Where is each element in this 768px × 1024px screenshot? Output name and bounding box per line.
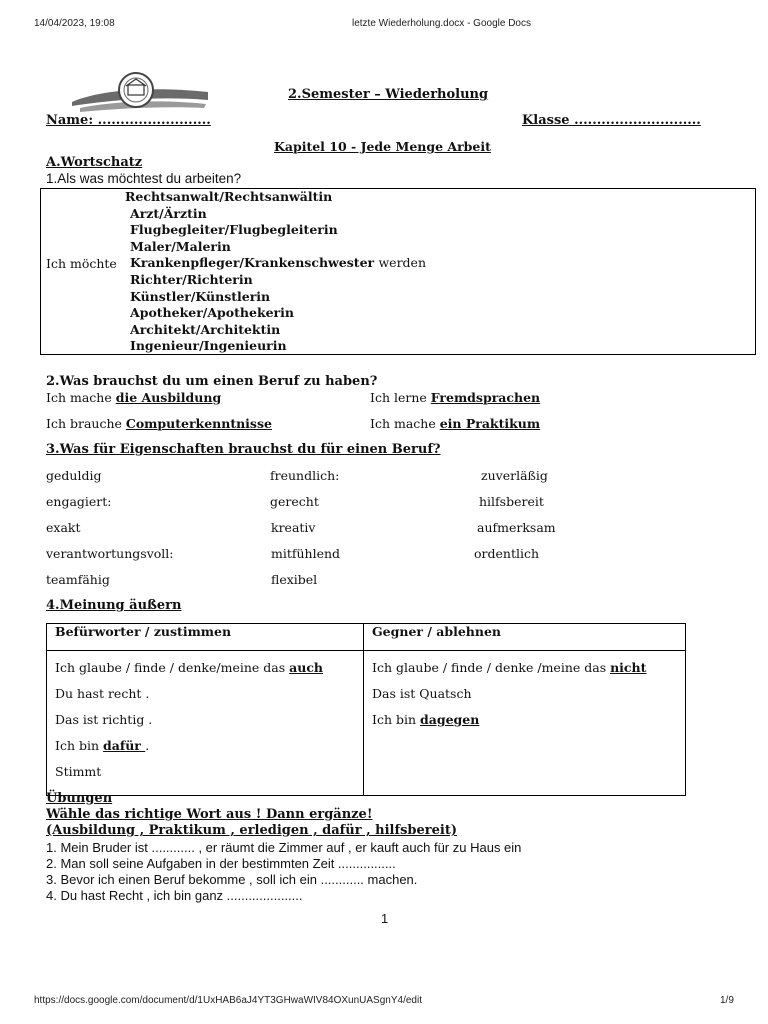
- opinion-phrase: Stimmt: [55, 764, 102, 779]
- exercise-item: 2. Man soll seine Aufgaben in der bestimmten Zeit ................: [46, 856, 396, 871]
- phrase-text: Ich bin: [55, 738, 103, 753]
- q2-value: Computerkenntnisse: [125, 416, 272, 431]
- trait: engagiert:: [46, 494, 112, 509]
- q2-prefix: Ich mache: [46, 390, 116, 405]
- trait: aufmerksam: [477, 520, 556, 535]
- opinion-phrase: [55, 733, 355, 759]
- trait: ordentlich: [474, 546, 540, 561]
- opinion-phrase: Du hast recht .: [55, 686, 150, 701]
- question-1: 1.Als was möchtest du arbeiten?: [46, 171, 242, 186]
- q2-prefix: Ich mache: [370, 416, 440, 431]
- trait: teamfähig: [46, 572, 110, 587]
- q2-value: die Ausbildung: [115, 390, 222, 405]
- job-item: Maler/Malerin: [130, 238, 231, 254]
- opinion-phrase: [372, 655, 677, 681]
- job-item: Arzt/Ärztin: [130, 205, 207, 221]
- semester-title: 2.Semester – Wiederholung: [288, 87, 489, 102]
- q2-value: Fremdsprachen: [430, 390, 541, 405]
- exercise-item: 4. Du hast Recht , ich bin ganz .....................: [46, 888, 303, 903]
- job-item: [130, 255, 426, 272]
- phrase-text: Ich glaube / finde / denke/meine das: [55, 660, 290, 675]
- trait: exakt: [46, 520, 81, 535]
- opinion-head-right: Gegner / ablehnen: [364, 624, 686, 651]
- word-bank: (Ausbildung , Praktikum , erledigen , dafür , hilfsbereit): [46, 823, 457, 838]
- print-document-title: letzte Wiederholung.docx - Google Docs: [352, 18, 531, 29]
- print-datetime: 14/04/2023, 19:08: [34, 18, 115, 29]
- job-item: Architekt/Architektin: [130, 321, 281, 337]
- school-logo: [70, 70, 210, 114]
- phrase-emph: nicht: [610, 660, 647, 675]
- trait: verantwortungsvoll:: [46, 546, 174, 561]
- opinion-left-cell: [47, 651, 364, 796]
- phrase-emph: dagegen: [420, 712, 480, 727]
- opinion-phrase: Das ist richtig .: [55, 712, 153, 727]
- q2-computerkenntnisse: [46, 416, 272, 431]
- opinion-right-cell: [364, 651, 686, 796]
- trait: gerecht: [270, 494, 319, 509]
- phrase-tail: .: [145, 738, 150, 753]
- job-item: Rechtsanwalt/Rechtsanwältin: [125, 189, 333, 204]
- opinion-phrase: [372, 707, 677, 733]
- job-item: Richter/Richterin: [130, 271, 253, 287]
- print-page-count: 1/9: [720, 995, 734, 1006]
- question-3: 3.Was für Eigenschaften brauchst du für einen Beruf?: [46, 442, 441, 457]
- trait: hilfsbereit: [479, 494, 544, 509]
- opinion-table: [46, 623, 686, 796]
- job-item: Ingenieur/Ingenieurin: [130, 338, 287, 354]
- name-field-label: Name: .........................: [46, 113, 211, 128]
- q2-ausbildung: [46, 390, 221, 405]
- page-number: 1: [381, 911, 389, 926]
- job-item-text: Krankenpfleger/Krankenschwester: [130, 255, 375, 271]
- trait: kreativ: [271, 520, 316, 535]
- exercise-item: 1. Mein Bruder ist ............ , er räumt die Zimmer auf , er kauft auch für zu Haus ein: [46, 840, 522, 855]
- print-url: https://docs.google.com/document/d/1UxHAB6aJ4YT3GHwaWIV84OXunUASgnY4/edit: [34, 995, 422, 1006]
- job-item: Apotheker/Apothekerin: [130, 305, 294, 321]
- ich-moechte-text: Ich möchte: [46, 256, 117, 271]
- question-2: 2.Was brauchst du um einen Beruf zu haben?: [46, 374, 378, 389]
- phrase-emph: dafür: [103, 738, 146, 753]
- q2-prefix: Ich brauche: [46, 416, 126, 431]
- q2-prefix: Ich lerne: [370, 390, 431, 405]
- section-wortschatz-heading: A.Wortschatz: [46, 155, 143, 170]
- job-item: Flugbegleiter/Flugbegleiterin: [130, 222, 338, 238]
- trait: geduldig: [46, 468, 102, 483]
- werden-text: werden: [378, 255, 426, 271]
- q2-value: ein Praktikum: [439, 416, 541, 431]
- opinion-phrase: [55, 655, 355, 681]
- question-4: 4.Meinung äußern: [46, 598, 182, 613]
- trait: zuverläßig: [481, 468, 548, 483]
- trait: flexibel: [271, 572, 318, 587]
- q2-praktikum: [370, 416, 540, 431]
- trait: mitfühlend: [271, 546, 341, 561]
- trait: freundlich:: [270, 468, 340, 483]
- phrase-text: Ich glaube / finde / denke /meine das: [372, 660, 611, 675]
- job-list: [125, 189, 426, 355]
- opinion-head-left: Befürworter / zustimmen: [47, 624, 364, 651]
- uebungen-heading: Übungen: [46, 791, 113, 806]
- phrase-emph: auch: [289, 660, 324, 675]
- phrase-text: Ich bin: [372, 712, 420, 727]
- job-item: Künstler/Künstlerin: [130, 288, 271, 304]
- exercise-instruction: Wähle das richtige Wort aus ! Dann ergänze!: [46, 807, 373, 822]
- chapter-title: Kapitel 10 - Jede Menge Arbeit: [274, 139, 491, 154]
- q2-fremdsprachen: [370, 390, 540, 405]
- klasse-field-label: Klasse ............................: [522, 113, 701, 128]
- exercise-item: 3. Bevor ich einen Beruf bekomme , soll ich ein ............ machen.: [46, 872, 418, 887]
- opinion-phrase: Das ist Quatsch: [372, 686, 472, 701]
